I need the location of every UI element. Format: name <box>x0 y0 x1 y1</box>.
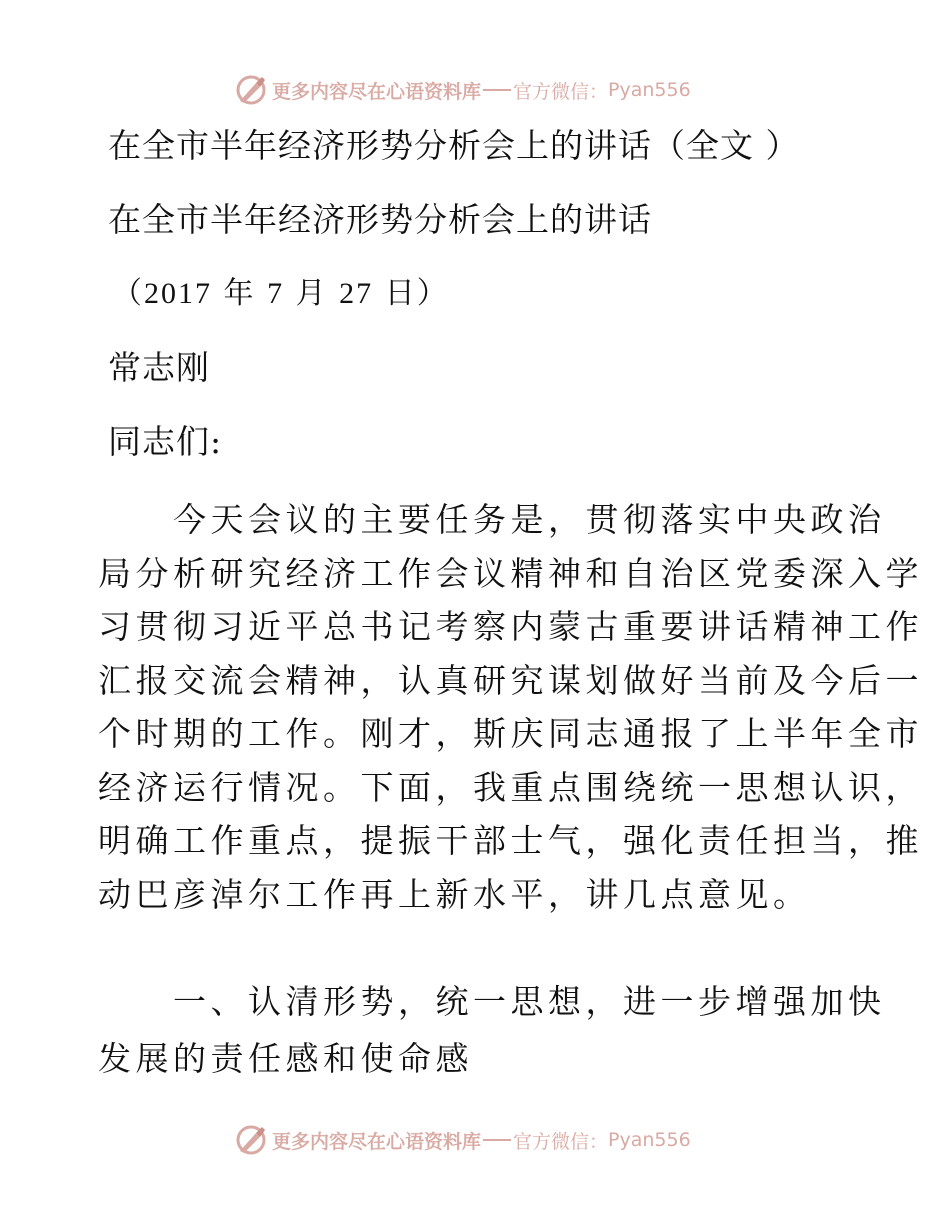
footer-watermark <box>234 1120 691 1160</box>
intro-paragraph <box>98 493 923 921</box>
date-year: 2017 <box>144 277 212 310</box>
date-open: （ <box>112 276 144 311</box>
date-month: 7 <box>267 277 285 310</box>
watermark-dash <box>483 89 511 91</box>
watermark-main-text: 更多内容尽在心语资料库 <box>272 80 482 103</box>
header-watermark <box>234 70 691 110</box>
paragraph-line: 今天会议的主要任务是，贯彻落实中央政治 <box>98 500 886 539</box>
watermark-sub-text: 官方微信： <box>513 1130 609 1153</box>
watermark-id-text: Pyan556 <box>608 1129 691 1151</box>
date-month-char: 月 <box>284 276 340 311</box>
paragraph-line: 明确工作重点，提振干部士气，强化责任担当，推 <box>98 821 923 860</box>
date-day-char: 日） <box>373 276 449 311</box>
heading-line: 发展的责任感和使命感 <box>98 1039 473 1078</box>
salutation: 同志们: <box>108 422 223 461</box>
pen-logo-icon <box>234 1123 268 1157</box>
document-date <box>112 274 449 314</box>
watermark-dash <box>483 1139 511 1141</box>
heading-line: 一、认清形势，统一思想，进一步增强加快 <box>98 982 886 1021</box>
paragraph-line: 局分析研究经济工作会议精神和自治区党委深入学 <box>98 553 923 593</box>
paragraph-line: 汇报交流会精神，认真研究谋划做好当前及今后一 <box>98 660 923 700</box>
document-title: 在全市半年经济形势分析会上的讲话 <box>108 200 652 239</box>
date-day: 27 <box>339 277 374 310</box>
document-full-title: 在全市半年经济形势分析会上的讲话（全文 ） <box>108 126 800 165</box>
paragraph-line: 习贯彻习近平总书记考察内蒙古重要讲话精神工作 <box>98 607 923 646</box>
date-year-char: 年 <box>212 276 268 311</box>
paragraph-line: 经济运行情况。下面，我重点围绕统一思想认识， <box>98 767 923 807</box>
watermark-id-text: Pyan556 <box>608 79 691 101</box>
pen-logo-icon <box>234 73 268 107</box>
paragraph-line: 动巴彦淖尔工作再上新水平，讲几点意见。 <box>98 874 811 914</box>
watermark-sub-text: 官方微信： <box>513 80 609 103</box>
watermark-main-text: 更多内容尽在心语资料库 <box>272 1130 482 1153</box>
speaker-name: 常志刚 <box>108 348 210 387</box>
paragraph-line: 个时期的工作。刚才，斯庆同志通报了上半年全市 <box>98 714 923 753</box>
section-1-heading <box>98 973 886 1087</box>
